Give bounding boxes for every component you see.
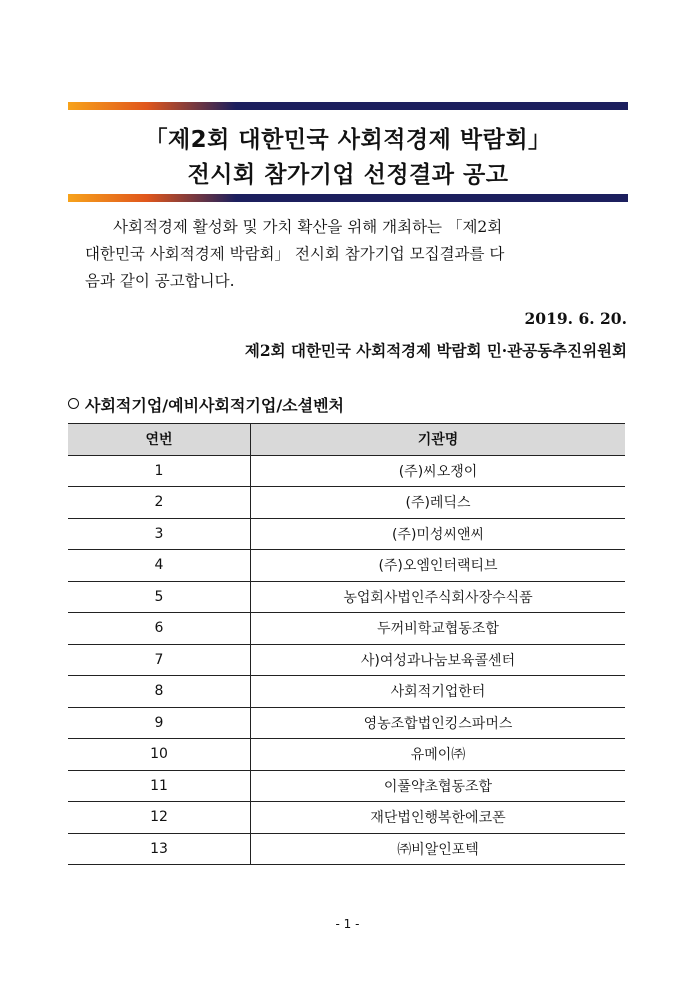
table-row — [68, 833, 625, 865]
table-row — [68, 739, 625, 771]
row-number: 2 — [68, 487, 251, 519]
column-header-organization: 기관명 — [251, 424, 626, 456]
row-number: 9 — [68, 707, 251, 739]
row-number: 13 — [68, 833, 251, 865]
table-row — [68, 487, 625, 519]
row-number: 4 — [68, 550, 251, 582]
organization-name: 유메이㈜ — [251, 739, 626, 771]
organization-name: 사회적기업한터 — [251, 676, 626, 708]
row-number: 12 — [68, 802, 251, 834]
organization-name: 이풀약초협동조합 — [251, 770, 626, 802]
row-number: 7 — [68, 644, 251, 676]
section-heading — [68, 393, 344, 416]
organization-name: (주)씨오쟁이 — [251, 455, 626, 487]
table-row — [68, 518, 625, 550]
table-header-row — [68, 424, 625, 456]
organization-name: 두꺼비학교협동조합 — [251, 613, 626, 645]
row-number: 6 — [68, 613, 251, 645]
organization-name: 사)여성과나눔보육콜센터 — [251, 644, 626, 676]
page-number: - 1 - — [335, 917, 360, 931]
header-bottom-bar — [68, 194, 628, 202]
header-top-bar — [68, 102, 628, 110]
table-row — [68, 676, 625, 708]
organization-name: ㈜비알인포텍 — [251, 833, 626, 865]
table-row — [68, 581, 625, 613]
table-row — [68, 644, 625, 676]
row-number: 10 — [68, 739, 251, 771]
row-number: 1 — [68, 455, 251, 487]
column-header-number: 연번 — [68, 424, 251, 456]
intro-paragraph — [85, 214, 605, 295]
table-row — [68, 550, 625, 582]
organization-name: 영농조합법인킹스파머스 — [251, 707, 626, 739]
table-row — [68, 455, 625, 487]
table-row — [68, 770, 625, 802]
row-number: 3 — [68, 518, 251, 550]
table-row — [68, 707, 625, 739]
notice-date: 2019. 6. 20. — [524, 309, 627, 328]
notice-title-line1: 「제2회 대한민국 사회적경제 박람회」 — [144, 127, 552, 153]
table-row — [68, 613, 625, 645]
circle-icon — [68, 398, 79, 409]
organization-name: 재단법인행복한에코폰 — [251, 802, 626, 834]
row-number: 8 — [68, 676, 251, 708]
section-title: 사회적기업/예비사회적기업/소셜벤처 — [85, 396, 344, 415]
row-number: 11 — [68, 770, 251, 802]
intro-line: 음과 같이 공고합니다. — [85, 272, 235, 290]
notice-issuer: 제2회 대한민국 사회적경제 박람회 민·관공동추진위원회 — [244, 341, 627, 360]
intro-line: 대한민국 사회적경제 박람회」 전시회 참가기업 모집결과를 다 — [85, 245, 505, 263]
organization-name: (주)레딕스 — [251, 487, 626, 519]
organization-name: (주)미성씨앤씨 — [251, 518, 626, 550]
intro-line: 사회적경제 활성화 및 가치 확산을 위해 개최하는 「제2회 — [113, 218, 503, 236]
row-number: 5 — [68, 581, 251, 613]
notice-title-line2: 전시회 참가기업 선정결과 공고 — [187, 162, 509, 188]
table-row — [68, 802, 625, 834]
participant-table — [68, 423, 625, 865]
organization-name: (주)오엠인터랙티브 — [251, 550, 626, 582]
organization-name: 농업회사법인주식회사장수식품 — [251, 581, 626, 613]
